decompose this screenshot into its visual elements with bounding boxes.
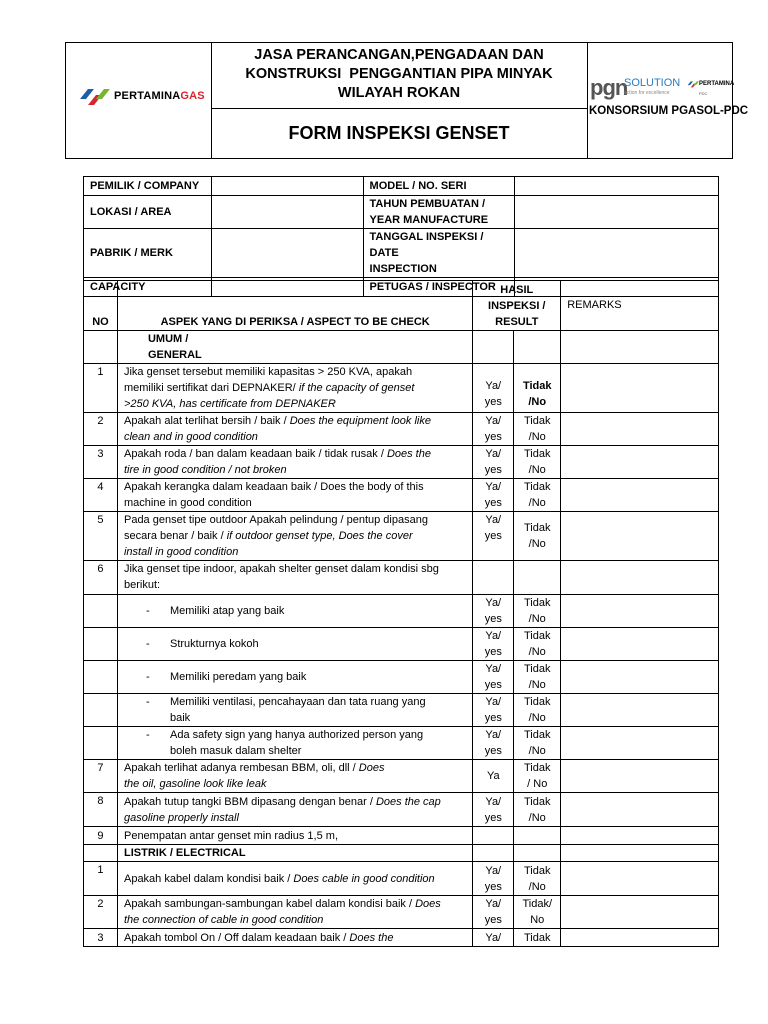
aspect-text: Apakah sambungan-sambungan kabel dalam kondisi baik / Does the connection of cable in good condition [117, 896, 472, 929]
table-row: 2 Apakah sambungan-sambungan kabel dalam kondisi baik / Does the connection of cable in good condition Ya/ yes Tidak/ No [84, 896, 719, 929]
inspector-label: PETUGAS / INSPECTOR [363, 278, 515, 297]
owner-label: PEMILIK / COMPANY [84, 177, 212, 196]
aspect-text: Jika genset tersebut memiliki kapasitas > 250 KVA, apakah memiliki sertifikat dari DEPNAKER/ if the capacity of genset >250 KVA, has certificate from DEPNAKER [117, 364, 472, 413]
year-field[interactable] [515, 196, 719, 229]
aspect-text: Apakah roda / ban dalam keadaan baik / tidak rusak / Does the tire in good condition / not broken [117, 446, 472, 479]
section-heading: LISTRIK / ELECTRICAL [117, 845, 472, 862]
aspect-subitem: - Memiliki ventilasi, pencahayaan dan tata ruang yang baik [117, 694, 472, 727]
pertamina-small-icon [687, 78, 699, 90]
answer-no[interactable]: Tidak /No [514, 694, 561, 727]
brand-label: PABRIK / MERK [84, 229, 212, 278]
answer-yes[interactable]: Ya [473, 760, 514, 793]
answer-yes[interactable]: Ya/ yes [473, 727, 514, 760]
remarks-cell[interactable] [561, 896, 719, 929]
aspect-subitem: - Strukturnya kokoh [117, 628, 472, 661]
answer-no[interactable]: Tidak /No [514, 479, 561, 512]
answer-no[interactable]: Tidak/ No [514, 896, 561, 929]
table-row: 3 Apakah roda / ban dalam keadaan baik / tidak rusak / Does the tire in good condition / not broken Ya/ yes Tidak /No [84, 446, 719, 479]
date-label: TANGGAL INSPEKSI / DATE INSPECTION [363, 229, 515, 278]
answer-yes[interactable]: Ya/ yes [473, 661, 514, 694]
table-row: 5 Pada genset tipe outdoor Apakah pelindung / pentup dipasang secara benar / baik / if outdoor genset type, Does the cover install in good condition Ya/ yes Tidak /No [84, 512, 719, 561]
answer-yes[interactable]: Ya/ yes [473, 628, 514, 661]
table-row [84, 727, 719, 760]
answer-no[interactable]: Tidak /No [514, 661, 561, 694]
remarks-cell[interactable] [561, 364, 719, 413]
table-row: 1 Jika genset tersebut memiliki kapasitas > 250 KVA, apakah memiliki sertifikat dari DEPNAKER/ if the capacity of genset >250 KVA, has certificate from DEPNAKER Ya/ yes Tidak /No [84, 364, 719, 413]
answer-yes[interactable]: Ya/ yes [473, 862, 514, 896]
brand-field[interactable] [211, 229, 363, 278]
col-no: NO [84, 281, 118, 331]
aspect-text: Jika genset tipe indoor, apakah shelter genset dalam kondisi sbg berikut: [117, 561, 472, 595]
remarks-cell[interactable] [561, 727, 719, 760]
remarks-cell[interactable] [561, 862, 719, 896]
answer-no[interactable]: Tidak /No [514, 727, 561, 760]
capacity-label: CAPACITY [84, 278, 212, 297]
section-electrical [84, 845, 719, 862]
pertamina-gas-wordmark: PERTAMINAGAS [114, 90, 205, 102]
table-row: 2 Apakah alat terlihat bersih / baik / Does the equipment look like clean and in good condition Ya/ yes Tidak /No [84, 413, 719, 446]
aspect-subitem: - Memiliki atap yang baik [117, 595, 472, 628]
info-table [83, 176, 719, 297]
col-result: HASIL INSPEKSI / RESULT [473, 281, 561, 331]
table-row: 9 Penempatan antar genset min radius 1,5 m, [84, 827, 719, 845]
answer-no[interactable]: Tidak /No [514, 364, 561, 413]
remarks-cell[interactable] [561, 793, 719, 827]
aspect-text: Apakah alat terlihat bersih / baik / Does the equipment look like clean and in good condition [117, 413, 472, 446]
remarks-cell[interactable] [561, 845, 719, 862]
answer-no[interactable]: Tidak /No [514, 413, 561, 446]
answer-no[interactable]: Tidak [514, 929, 561, 947]
form-header [65, 42, 749, 159]
pertamina-gas-logo [78, 85, 205, 107]
aspect-text: Apakah tutup tangki BBM dipasang dengan benar / Does the cap gasoline properly install [117, 793, 472, 827]
consortium-logo-cell: pgn SOLUTION action for excellence PERTAMINA PDC KONSORSIUM PGASOL-PDC [589, 75, 749, 117]
answer-no[interactable]: Tidak / No [514, 760, 561, 793]
consortium-name: KONSORSIUM PGASOL-PDC [589, 105, 749, 117]
remarks-cell[interactable] [561, 479, 719, 512]
answer-yes[interactable]: Ya/ yes [473, 512, 514, 561]
answer-no[interactable]: Tidak /No [514, 446, 561, 479]
col-remarks: REMARKS [561, 281, 719, 331]
table-row [84, 595, 719, 628]
answer-yes[interactable]: Ya/ yes [473, 793, 514, 827]
pertamina-gas-logo-cell [66, 43, 212, 158]
location-label: LOKASI / AREA [84, 196, 212, 229]
answer-no[interactable]: Tidak /No [514, 862, 561, 896]
aspect-text: Apakah tombol On / Off dalam keadaan baik / Does the [117, 929, 472, 947]
table-row [84, 661, 719, 694]
remarks-cell[interactable] [561, 561, 719, 595]
answer-yes[interactable]: Ya/ yes [473, 479, 514, 512]
aspect-text: Apakah terlihat adanya rembesan BBM, oli, dll / Does the oil, gasoline look like leak [117, 760, 472, 793]
answer-yes[interactable]: Ya/ yes [473, 896, 514, 929]
answer-yes[interactable]: Ya/ yes [473, 446, 514, 479]
table-row: 7 Apakah terlihat adanya rembesan BBM, oli, dll / Does the oil, gasoline look like leak Ya Tidak / No [84, 760, 719, 793]
remarks-cell[interactable] [561, 413, 719, 446]
section-heading: UMUM / GENERAL [117, 331, 472, 364]
col-aspect: ASPEK YANG DI PERIKSA / ASPECT TO BE CHECK [117, 281, 472, 331]
remarks-cell[interactable] [561, 331, 719, 364]
remarks-cell[interactable] [561, 760, 719, 793]
answer-no[interactable]: Tidak /No [514, 595, 561, 628]
answer-yes[interactable]: Ya/ yes [473, 364, 514, 413]
answer-yes[interactable]: Ya/ yes [473, 413, 514, 446]
table-row [84, 694, 719, 727]
remarks-cell[interactable] [561, 628, 719, 661]
remarks-cell[interactable] [561, 595, 719, 628]
date-field[interactable] [515, 229, 719, 278]
answer-yes[interactable]: Ya/ yes [473, 694, 514, 727]
remarks-cell[interactable] [561, 446, 719, 479]
table-row: 3 Apakah tombol On / Off dalam keadaan baik / Does the Ya/ Tidak [84, 929, 719, 947]
header-title-cell [211, 43, 588, 158]
remarks-cell[interactable] [561, 512, 719, 561]
pertamina-arrow-icon [78, 85, 110, 107]
aspect-subitem: - Ada safety sign yang hanya authorized person yang boleh masuk dalam shelter [117, 727, 472, 760]
model-field[interactable] [515, 177, 719, 196]
answer-yes[interactable]: Ya/ yes [473, 595, 514, 628]
remarks-cell[interactable] [561, 694, 719, 727]
answer-no[interactable]: Tidak /No [514, 628, 561, 661]
aspect-text: Penempatan antar genset min radius 1,5 m, [117, 827, 472, 845]
remarks-cell[interactable] [561, 661, 719, 694]
answer-yes[interactable]: Ya/ [473, 929, 514, 947]
remarks-cell[interactable] [561, 929, 719, 947]
location-field[interactable] [211, 196, 363, 229]
table-row: 8 Apakah tutup tangki BBM dipasang dengan benar / Does the cap gasoline properly install Ya/ yes Tidak /No [84, 793, 719, 827]
table-row: 1 Apakah kabel dalam kondisi baik / Does cable in good condition Ya/ yes Tidak /No [84, 862, 719, 896]
year-label: TAHUN PEMBUATAN / YEAR MANUFACTURE [363, 196, 515, 229]
section-general [84, 331, 719, 364]
table-row: 4 Apakah kerangka dalam keadaan baik / Does the body of this machine in good condition Ya/ yes Tidak /No [84, 479, 719, 512]
column-header-row [84, 281, 719, 331]
owner-field[interactable] [211, 177, 363, 196]
aspect-text: Apakah kerangka dalam keadaan baik / Does the body of this machine in good condition [117, 479, 472, 512]
project-title: JASA PERANCANGAN,PENGADAAN DAN KONSTRUKSI PENGGANTIAN PIPA MINYAK WILAYAH ROKAN [211, 43, 587, 109]
table-row: 6 Jika genset tipe indoor, apakah shelter genset dalam kondisi sbg berikut: [84, 561, 719, 595]
aspect-subitem: - Memiliki peredam yang baik [117, 661, 472, 694]
table-row [84, 628, 719, 661]
aspect-text: Apakah kabel dalam kondisi baik / Does cable in good condition [117, 862, 472, 896]
aspect-text: Pada genset tipe outdoor Apakah pelindung / pentup dipasang secara benar / baik / if outdoor genset type, Does the cover install in good condition [117, 512, 472, 561]
form-title: FORM INSPEKSI GENSET [288, 123, 510, 143]
answer-no[interactable]: Tidak /No [514, 512, 561, 561]
answer-no[interactable]: Tidak /No [514, 793, 561, 827]
remarks-cell[interactable] [561, 827, 719, 845]
inspection-table [83, 280, 719, 947]
model-label: MODEL / NO. SERI [363, 177, 515, 196]
